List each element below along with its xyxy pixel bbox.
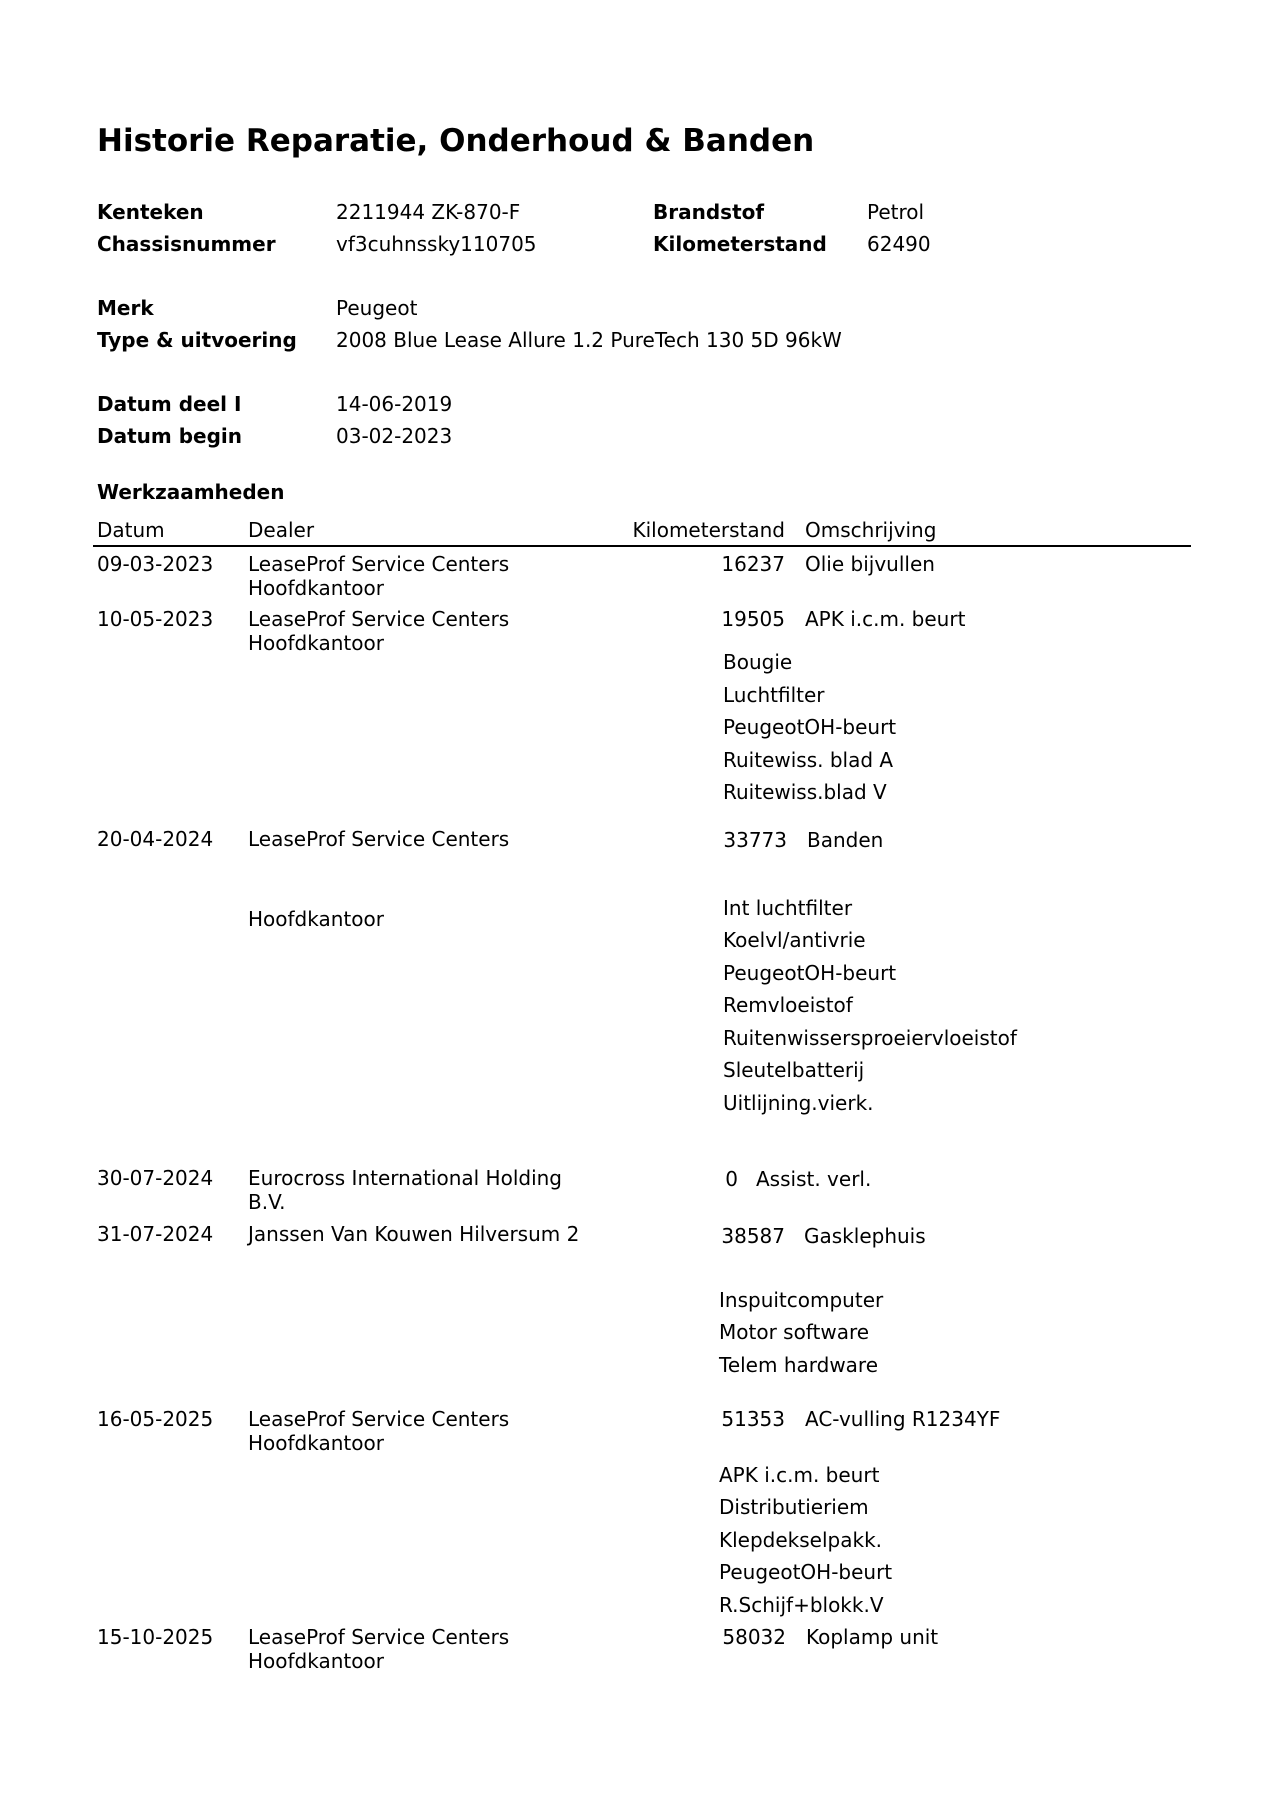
- row-sub-item: Telem hardware: [719, 1353, 879, 1377]
- row-dealer-line2: Hoofdkantoor: [248, 1431, 384, 1455]
- row-dealer: LeaseProf Service Centers: [248, 1625, 510, 1649]
- row-sub-item: Koelvl/antivrie: [723, 928, 866, 952]
- brandstof-value: Petrol: [867, 200, 925, 224]
- row-sub-item: Distributieriem: [719, 1495, 869, 1519]
- row-dealer-line2: Hoofdkantoor: [248, 576, 384, 600]
- row-sub-item: Ruitewiss. blad A: [723, 748, 894, 772]
- row-dealer: LeaseProf Service Centers: [248, 827, 510, 851]
- row-omschrijving: AC-vulling R1234YF: [805, 1407, 1001, 1431]
- kenteken-label: Kenteken: [97, 200, 204, 224]
- row-sub-item: PeugeotOH-beurt: [723, 715, 897, 739]
- kenteken-value: 2211944 ZK-870-F: [336, 200, 521, 224]
- row-omschrijving: APK i.c.m. beurt: [805, 607, 966, 631]
- row-omschrijving: Assist. verl.: [756, 1167, 872, 1191]
- row-km: 51353: [721, 1407, 785, 1431]
- row-sub-item: Inspuitcomputer: [719, 1288, 884, 1312]
- row-sub-item: Ruitenwissersproeiervloeistof: [723, 1026, 1017, 1050]
- row-datum: 15-10-2025: [97, 1625, 214, 1649]
- header-kilometerstand: Kilometerstand: [632, 518, 785, 542]
- type-value: 2008 Blue Lease Allure 1.2 PureTech 130 5D 96kW: [336, 328, 842, 352]
- row-dealer: LeaseProf Service Centers: [248, 552, 510, 576]
- row-sub-item: Uitlijning.vierk.: [723, 1091, 874, 1115]
- merk-value: Peugeot: [336, 296, 418, 320]
- row-sub-item: PeugeotOH-beurt: [719, 1560, 893, 1584]
- kilometerstand-value: 62490: [867, 232, 931, 256]
- row-sub-item: Remvloeistof: [723, 993, 853, 1017]
- chassis-label: Chassisnummer: [97, 232, 276, 256]
- row-km: 16237: [721, 552, 785, 576]
- row-dealer-line2: B.V.: [248, 1190, 286, 1214]
- row-sub-item: APK i.c.m. beurt: [719, 1463, 880, 1487]
- werkzaamheden-heading: Werkzaamheden: [97, 480, 285, 504]
- kilometerstand-label: Kilometerstand: [653, 232, 827, 256]
- row-omschrijving: Banden: [807, 828, 884, 852]
- row-sub-item: Bougie: [723, 650, 793, 674]
- row-datum: 20-04-2024: [97, 827, 214, 851]
- row-datum: 09-03-2023: [97, 552, 214, 576]
- row-sub-item: PeugeotOH-beurt: [723, 961, 897, 985]
- row-dealer: Eurocross International Holding: [248, 1166, 563, 1190]
- brandstof-label: Brandstof: [653, 200, 765, 224]
- chassis-value: vf3cuhnssky110705: [336, 232, 537, 256]
- row-dealer: LeaseProf Service Centers: [248, 1407, 510, 1431]
- row-km: 38587: [721, 1224, 785, 1248]
- type-label: Type & uitvoering: [97, 328, 297, 352]
- header-divider: [93, 545, 1191, 547]
- datum-begin-value: 03-02-2023: [336, 424, 453, 448]
- header-dealer: Dealer: [248, 518, 315, 542]
- page-title: Historie Reparatie, Onderhoud & Banden: [97, 123, 815, 159]
- row-sub-item: Motor software: [719, 1320, 870, 1344]
- datum-deel-value: 14-06-2019: [336, 392, 453, 416]
- row-sub-item: Int luchtfilter: [723, 896, 853, 920]
- row-datum: 31-07-2024: [97, 1222, 214, 1246]
- datum-begin-label: Datum begin: [97, 424, 242, 448]
- row-dealer: Janssen Van Kouwen Hilversum 2: [248, 1222, 580, 1246]
- row-km: 0: [725, 1167, 738, 1191]
- row-km: 19505: [721, 607, 785, 631]
- datum-deel-label: Datum deel I: [97, 392, 242, 416]
- row-sub-item: Luchtfilter: [723, 683, 825, 707]
- row-km: 33773: [723, 828, 787, 852]
- row-omschrijving: Koplamp unit: [806, 1625, 939, 1649]
- merk-label: Merk: [97, 296, 154, 320]
- row-sub-item: Ruitewiss.blad V: [723, 780, 887, 804]
- row-sub-item: R.Schijf+blokk.V: [719, 1593, 884, 1617]
- row-datum: 30-07-2024: [97, 1166, 214, 1190]
- row-dealer-line2: Hoofdkantoor: [248, 1649, 384, 1673]
- row-omschrijving: Gasklephuis: [804, 1224, 926, 1248]
- row-dealer-line2: Hoofdkantoor: [248, 907, 384, 931]
- row-datum: 10-05-2023: [97, 607, 214, 631]
- row-sub-item: Sleutelbatterij: [723, 1058, 865, 1082]
- header-omschrijving: Omschrijving: [805, 518, 937, 542]
- row-km: 58032: [722, 1625, 786, 1649]
- row-sub-item: Klepdekselpakk.: [719, 1528, 883, 1552]
- row-dealer-line2: Hoofdkantoor: [248, 631, 384, 655]
- row-datum: 16-05-2025: [97, 1407, 214, 1431]
- header-datum: Datum: [97, 518, 165, 542]
- row-dealer: LeaseProf Service Centers: [248, 607, 510, 631]
- row-omschrijving: Olie bijvullen: [805, 552, 935, 576]
